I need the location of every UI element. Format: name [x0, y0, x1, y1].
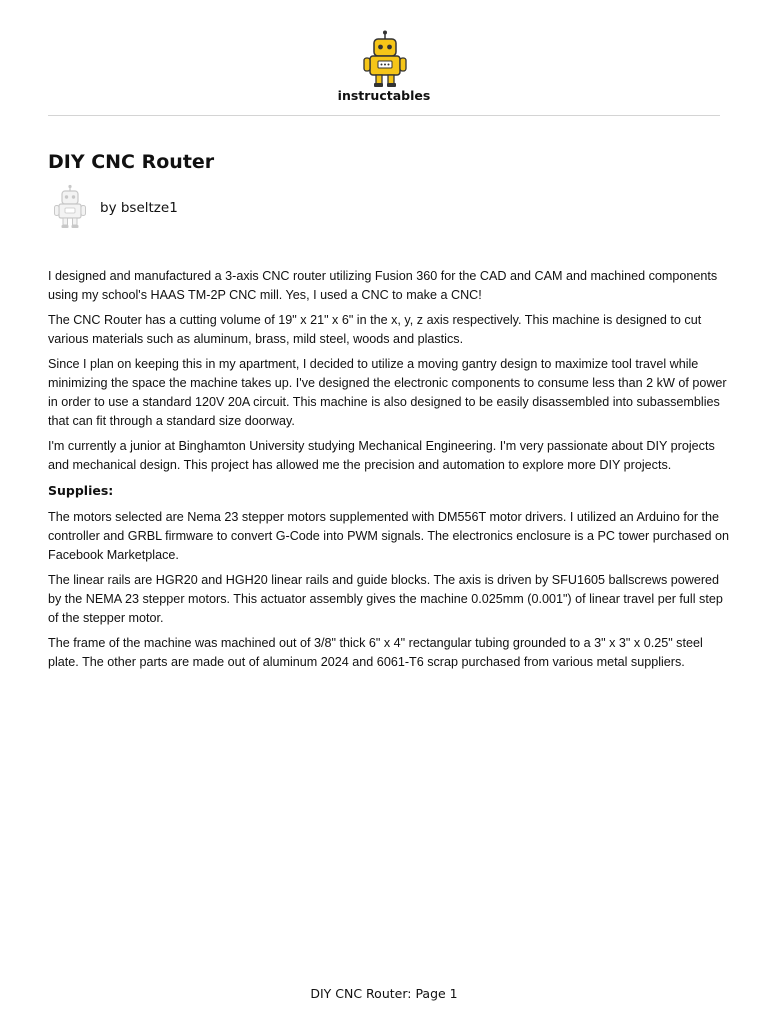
robot-avatar-icon — [53, 184, 87, 230]
author-bio-paragraph: I'm currently a junior at Binghamton University studying Mechanical Engineering. I'm very passionate about DIY projects and mechanical design. This project has allowed me the precision and automation to explore more DIY projects. — [48, 439, 715, 472]
page-header — [0, 0, 768, 115]
article-body — [48, 267, 734, 678]
supplies-heading: Supplies: — [48, 483, 114, 498]
brand-name: instructables — [337, 88, 431, 103]
supplies-frame-paragraph: The frame of the machine was machined out of 3/8" thick 6" x 4" rectangular tubing grounded to a 3" x 3" x 0.25" steel plate. The other parts are made out of aluminum 2024 and 6061-T6 scrap purchased from various metal suppliers. — [48, 636, 703, 669]
header-divider — [48, 115, 720, 116]
supplies-rails-paragraph: The linear rails are HGR20 and HGH20 linear rails and guide blocks. The axis is driven by SFU1605 ballscrews powered by the NEMA 23 stepper motors. This actuator assembly gives the machine 0.025mm (0.001") of linear travel per full step of the stepper motor. — [48, 573, 723, 625]
author-byline: by bseltze1 — [100, 200, 178, 216]
page-footer: DIY CNC Router: Page 1 — [310, 986, 458, 1001]
instructables-robot-icon — [361, 30, 409, 88]
design-paragraph: Since I plan on keeping this in my apartment, I decided to utilize a moving gantry design to maximize tool travel while minimizing the space the machine takes up. I've designed the electronic components to consume less than 2 kW of power in order to use a standard 120V 20A circuit. This machine is also designed to be easily disassembled into subassemblies that can fit through a standard size doorway. — [48, 357, 727, 428]
page-title: DIY CNC Router — [48, 151, 215, 173]
cutting-volume-paragraph: The CNC Router has a cutting volume of 19" x 21" x 6" in the x, y, z axis respectively. This machine is designed to cut various materials such as aluminum, brass, mild steel, woods and plastics. — [48, 313, 702, 346]
intro-paragraph: I designed and manufactured a 3-axis CNC router utilizing Fusion 360 for the CAD and CAM and machined components using my school's HAAS TM-2P CNC mill. Yes, I used a CNC to make a CNC! — [48, 269, 718, 302]
supplies-motors-paragraph: The motors selected are Nema 23 stepper motors supplemented with DM556T motor drivers. I utilized an Arduino for the controller and GRBL firmware to convert G-Code into PWM signals. The electronics enclosure is a PC tower purchased on Facebook Marketplace. — [48, 510, 730, 562]
